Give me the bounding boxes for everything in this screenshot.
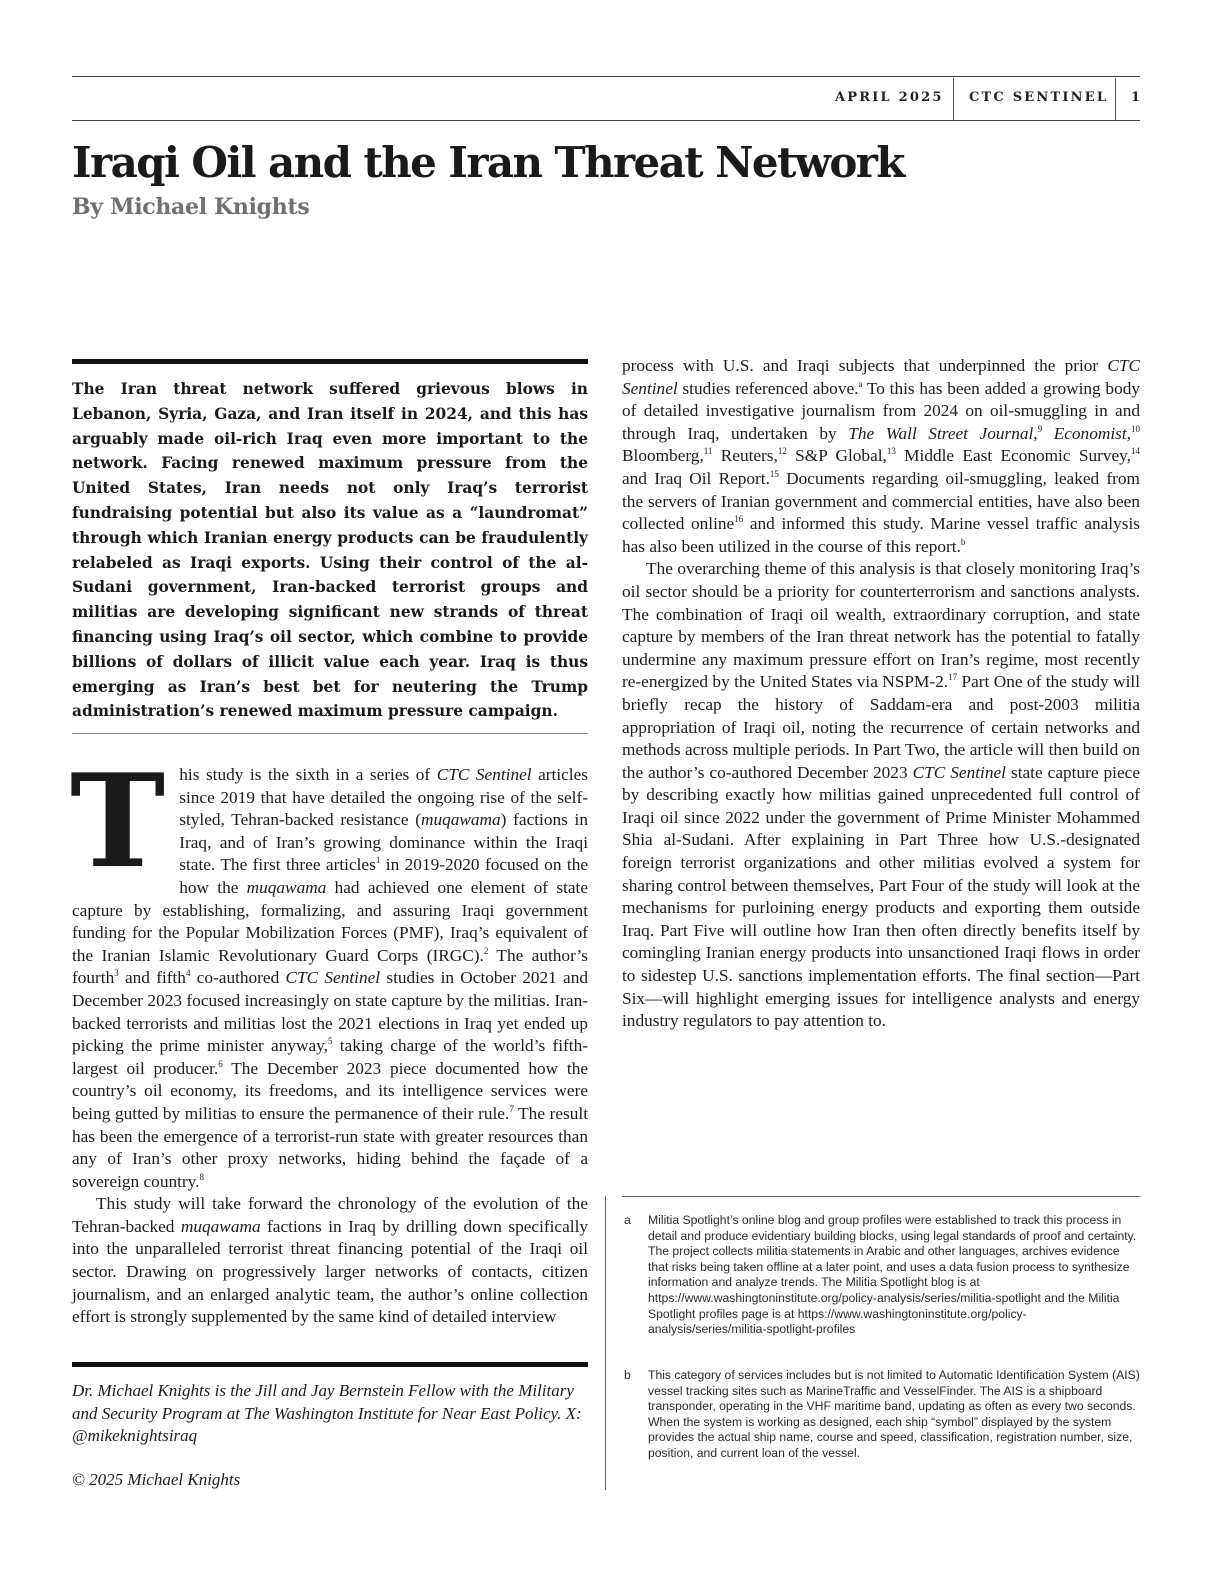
footnote-ref[interactable]: 5 <box>327 1036 333 1047</box>
article-title: Iraqi Oil and the Iran Threat Network <box>72 138 904 187</box>
footnote-ref[interactable]: 4 <box>185 968 191 979</box>
footnote-ref[interactable]: 13 <box>886 446 896 457</box>
abstract-top-rule <box>72 359 588 364</box>
footnote-b <box>624 1368 1140 1462</box>
footnote-vertical-rule <box>605 1196 606 1490</box>
top-rule <box>72 76 1140 77</box>
footnote-text: This category of services includes but is not limited to Automatic Identification System (AIS) vessel tracking sites such as MarineTraffic and VesselFinder. The AIS is a shipboard transponder, operating in the VHF maritime band, updating as often as every two seconds. When the system is working as designed, each ship “symbol” displayed by the system provides the actual ship name, course and speed, classification, registration number, size, position, and current loan of the vessel. <box>648 1368 1140 1460</box>
footnote-ref[interactable]: 9 <box>1037 424 1043 435</box>
abstract: The Iran threat network suffered grievous blows in Lebanon, Syria, Gaza, and Iran itself in 2024, and this has arguably made oil-rich Iraq even more important to the network. Facing renewed maximum pressure from the United States, Iran needs not only Iraq’s terrorist fundraising potential but also its value as a “laundromat” through which Iranian energy products can be fraudulently relabeled as Iraqi exports. Using their control of the al-Sudani government, Iran-backed terrorist groups and militias are developing significant new strands of threat financing using Iraq’s oil sector, which combine to provide billions of dollars of illicit value each year. Iraq is thus emerging as Iran’s best bet for neutering the Trump administration’s renewed maximum pressure campaign. <box>72 380 588 721</box>
footnote-ref[interactable]: 11 <box>703 446 713 457</box>
footnote-rule <box>622 1196 1140 1197</box>
footnote-ref[interactable]: 8 <box>199 1171 204 1182</box>
footnote-text: Militia Spotlight’s online blog and group profiles were established to track this process in detail and produce evidentiary building blocks, using legal standards of proof and certainty. The project collects militia statements in Arabic and other languages, archives evidence that risks being taken offline at a later point, and uses a data fusion process to synthesize information and analyze trends. The Militia Spotlight blog is at https://www.washingtoninstitute.org/policy-analysis/series/militia-spotlight and the Militia Spotlight profiles page is at https://www.washingtoninstitute.org/policy-analysis/series/militia-spotlight-profiles <box>648 1213 1137 1337</box>
footnote-ref[interactable]: 12 <box>777 446 787 457</box>
footnote-ref[interactable]: 17 <box>948 672 958 683</box>
footnote-ref[interactable]: 14 <box>1131 446 1140 457</box>
footnote-ref[interactable]: 15 <box>769 469 779 480</box>
header-rule <box>72 120 1140 121</box>
drop-cap: T <box>70 747 166 897</box>
issue-date: APRIL 2025 <box>835 90 944 105</box>
footnote-ref[interactable]: 1 <box>375 855 381 866</box>
copyright: © 2025 Michael Knights <box>72 1470 241 1489</box>
body-column-left <box>70 747 589 1329</box>
footnote-ref[interactable]: 2 <box>483 945 489 956</box>
footnote-marker: b <box>624 1368 631 1382</box>
body-paragraph-continued: process with U.S. and Iraqi subjects that underpinned the prior CTC Sentinel studies referenced above.$^a$ To this has been added a growing body of detailed investigative journalism from 2024 on oil-smuggling in and through Iraq, undertaken by The Wall Street Journal,$^9$ Economist,$^{10}$ Bloomberg,$^{11}$ Reuters,$^{12}$ S&P Global,$^{13}$ Middle East Economic Survey,$^{14}$ and Iraq Oil Report.$^{15}$ Documents regarding oil-smuggling, leaked from the servers of Iranian government and commercial entities, have also been collected online$^{16}$ and informed this study. Marine vessel traffic analysis has also been utilized in the course of this report.$^b$ <box>622 356 1141 556</box>
body-column-right <box>622 355 1140 1033</box>
bio-rule <box>72 1362 588 1367</box>
footnote-marker: a <box>624 1213 631 1227</box>
page-number: 1 <box>1131 90 1143 105</box>
footnote-ref[interactable]: a <box>858 378 863 389</box>
body-paragraph: The overarching theme of this analysis is that closely monitoring Iraq’s oil sector should be a priority for counterterrorism and sanctions analysts. The combination of Iraqi oil wealth, extraordinary corruption, and state capture by members of the Iran threat network has the potential to fatally undermine any maximum pressure effort on Iran’s regime, most recently re-energized by the United States via NSPM-2.17 Part One of the study will briefly recap the history of Saddam-era and post-2003 militia appropriation of Iraqi oil, noting the recurrence of certain networks and methods across multiple periods. In Part Two, the article will then build on the author’s co-authored December 2023 CTC Sentinel state capture piece by describing exactly how militias gained unprecedented full control of Iraqi oil since 2022 under the government of Prime Minister Mohammed Shia al-Sudani. After explaining in Part Three how U.S.-designated foreign terrorist organizations and other militias evolved a system for sharing control between themselves, Part Four of the study will look at the mechanisms for purloining energy products and exporting them outside Iraq. Part Five will outline how Iran then often directly benefits itself by comingling Iranian energy products into unsanctioned Iraqi flows in order to sidestep U.S. sanctions implementation efforts. The final section—Part Six—will highlight emerging issues for intelligence analysts and energy industry regulators to pay attention to. <box>622 559 1140 1031</box>
byline: By Michael Knights <box>72 194 310 220</box>
abstract-bottom-rule <box>72 733 588 734</box>
body-paragraph: This study is the sixth in a series of CTC Sentinel articles since 2019 that have detailed the ongoing rise of the self-styled, Tehran-backed resistance (muqawama) factions in Iraq, and of Iran’s growing dominance within the Iraqi state. The first three articles$^1$ in 2019-2020 focused on the how the muqawama had achieved one element of state capture by establishing, formalizing, and assuring Iraqi government funding for the Popular Mobilization Forces (PMF), Iraq’s equivalent of the Iranian Islamic Revolutionary Guard Corps (IRGC).$^2$ The author’s fourth$^3$ and fifth$^4$ co-authored CTC Sentinel studies in October 2021 and December 2023 focused increasingly on state capture by the militias. Iran-backed terrorists and militias lost the 2021 elections in Iraq yet ended up picking the prime minister anyway,$^5$ taking charge of the world’s fifth-largest oil producer.$^6$ The December 2023 piece documented how the country’s oil economy, its freedoms, and its intelligence services were being gutted by militias to ensure the permanence of their rule.$^7$ The result has been the emergence of a terrorist-run state with greater resources than any of Iran’s other proxy networks, hiding behind the façade of a sovereign country.$^8$ <box>70 747 589 1191</box>
author-bio: Dr. Michael Knights is the Jill and Jay Bernstein Fellow with the Military and Security Program at The Washington Institute for Near East Policy. X: @mikeknightsiraq <box>72 1381 582 1446</box>
header-divider <box>1115 78 1116 120</box>
footnote-ref[interactable]: 7 <box>509 1104 514 1115</box>
footnote-ref[interactable]: 10 <box>1130 424 1140 435</box>
body-paragraph: This study will take forward the chronology of the evolution of the Tehran-backed muqawama factions in Iraq by drilling down specifically into the unparalleled terrorist threat financing potential of the Iraqi oil sector. Drawing on progressively larger networks of contacts, citizen journalism, and an enlarged analytic team, the author’s online collection effort is strongly supplemented by the same kind of detailed interview <box>72 1194 589 1327</box>
footnote-ref[interactable]: b <box>960 536 966 547</box>
journal-name: CTC SENTINEL <box>969 90 1109 105</box>
footnote-ref[interactable]: 6 <box>218 1058 223 1069</box>
footnote-ref[interactable]: 16 <box>734 514 744 525</box>
footnote-ref[interactable]: 3 <box>114 968 119 979</box>
header-divider <box>953 78 954 120</box>
footnote-a <box>624 1213 1140 1338</box>
